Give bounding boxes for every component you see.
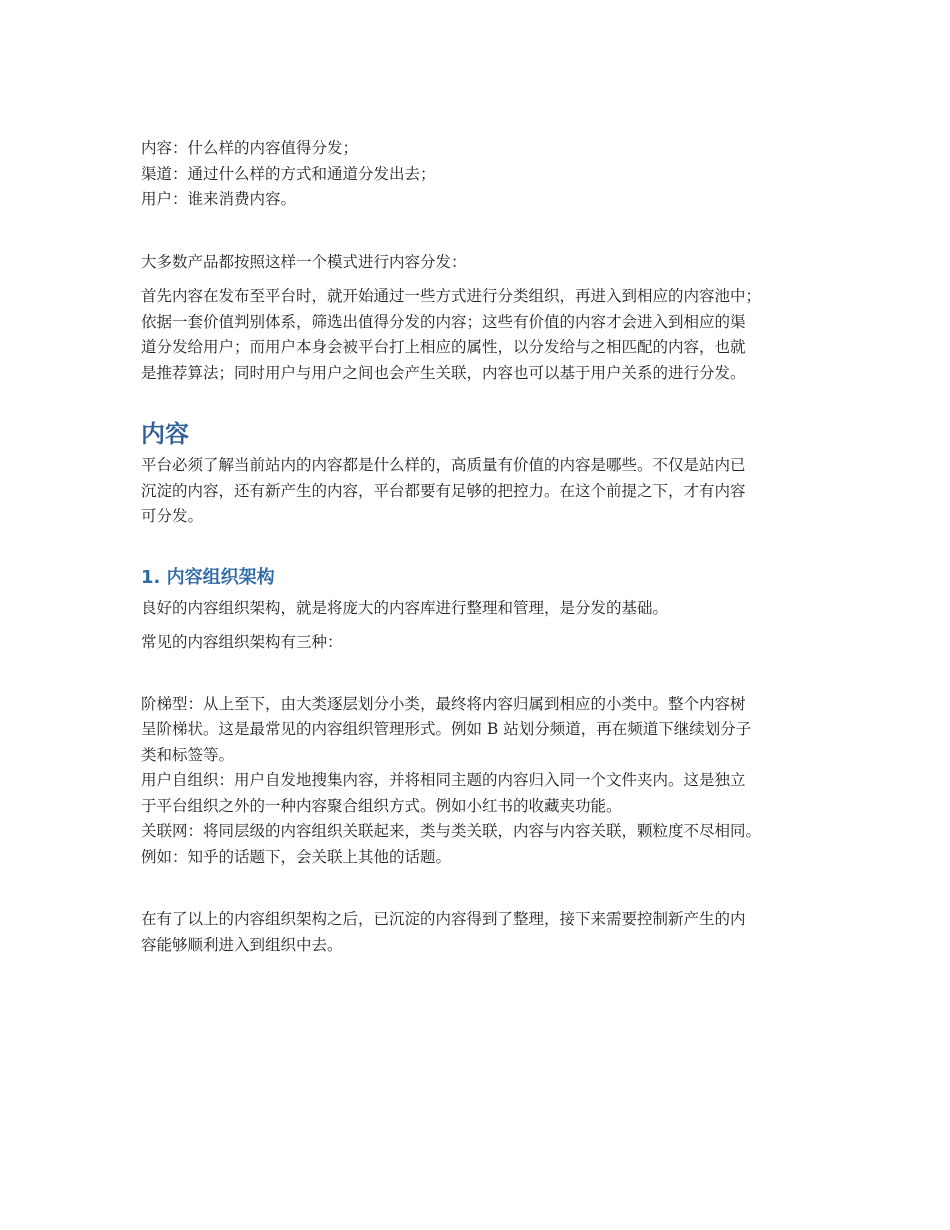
intro-list [141,136,831,213]
subsection-lead [141,596,831,622]
types-intro-text: 常见的内容组织架构有三种： [141,633,343,651]
conclusion-paragraph [141,907,831,958]
organization-types-list [141,692,831,871]
paragraph-line: 沉淀的内容，还有新产生的内容，平台都要有足够的把控力。在这个前提之下，才有内容 [141,481,746,500]
section-heading-content: 内容 [141,420,189,448]
paragraph-line: 平台必须了解当前站内的内容都是什么样的，高质量有价值的内容是哪些。不仅是站内已 [141,456,746,474]
paragraph-line: 可分发。 [141,507,204,525]
type-self-organized-line: 用户自组织：用户自发地搜集内容，并将相同主题的内容归入同一个文件夹内。这是独立 [141,771,746,789]
paragraph-line: 在有了以上的内容组织架构之后，已沉淀的内容得到了整理，接下来需要控制新产生的内 [141,910,746,928]
lead-text: 良好的内容组织架构，就是将庞大的内容库进行整理和管理，是分发的基础。 [141,598,669,617]
paragraph-line: 是推荐算法；同时用户与用户之间也会产生关联，内容也可以基于用户关系的进行分发。 [141,363,746,382]
types-intro [141,630,831,656]
pattern-intro [141,250,831,276]
type-ladder-line: 类和标签等。 [141,745,235,764]
paragraph-line: 道分发给用户；而用户本身会被平台打上相应的属性，以分发给与之相匹配的内容，也就 [141,338,746,356]
paragraph-line: 容能够顺利进入到组织中去。 [141,935,343,954]
intro-line-content: 内容：什么样的内容值得分发； [141,139,359,157]
intro-line-user: 用户：谁来消费内容。 [141,190,297,208]
pattern-intro-text: 大多数产品都按照这样一个模式进行内容分发： [141,252,467,271]
type-self-organized-line: 于平台组织之外的一种内容聚合组织方式。例如小红书的收藏夹功能。 [141,796,622,815]
subsection-heading-organization: 1. 内容组织架构 [141,566,275,588]
paragraph-line: 依据一套价值判别体系，筛选出值得分发的内容；这些有价值的内容才会进入到相应的渠 [141,312,746,331]
document-page [141,136,831,958]
type-ladder-line: 呈阶梯状。这是最常见的内容组织管理形式。例如 B 站划分频道，再在频道下继续划分子 [141,720,752,738]
paragraph-line: 首先内容在发布至平台时，就开始通过一些方式进行分类组织，再进入到相应的内容池中； [141,287,762,305]
section-content-paragraph [141,453,831,530]
type-network-line: 关联网：将同层级的内容组织关联起来，类与类关联，内容与内容关联，颗粒度不尽相同。 [141,822,762,840]
type-network-line: 例如：知乎的话题下，会关联上其他的话题。 [141,847,452,866]
type-ladder-line: 阶梯型：从上至下，由大类逐层划分小类，最终将内容归属到相应的小类中。整个内容树 [141,694,746,713]
intro-line-channel: 渠道：通过什么样的方式和通道分发出去； [141,164,436,183]
pattern-paragraph [141,284,831,386]
